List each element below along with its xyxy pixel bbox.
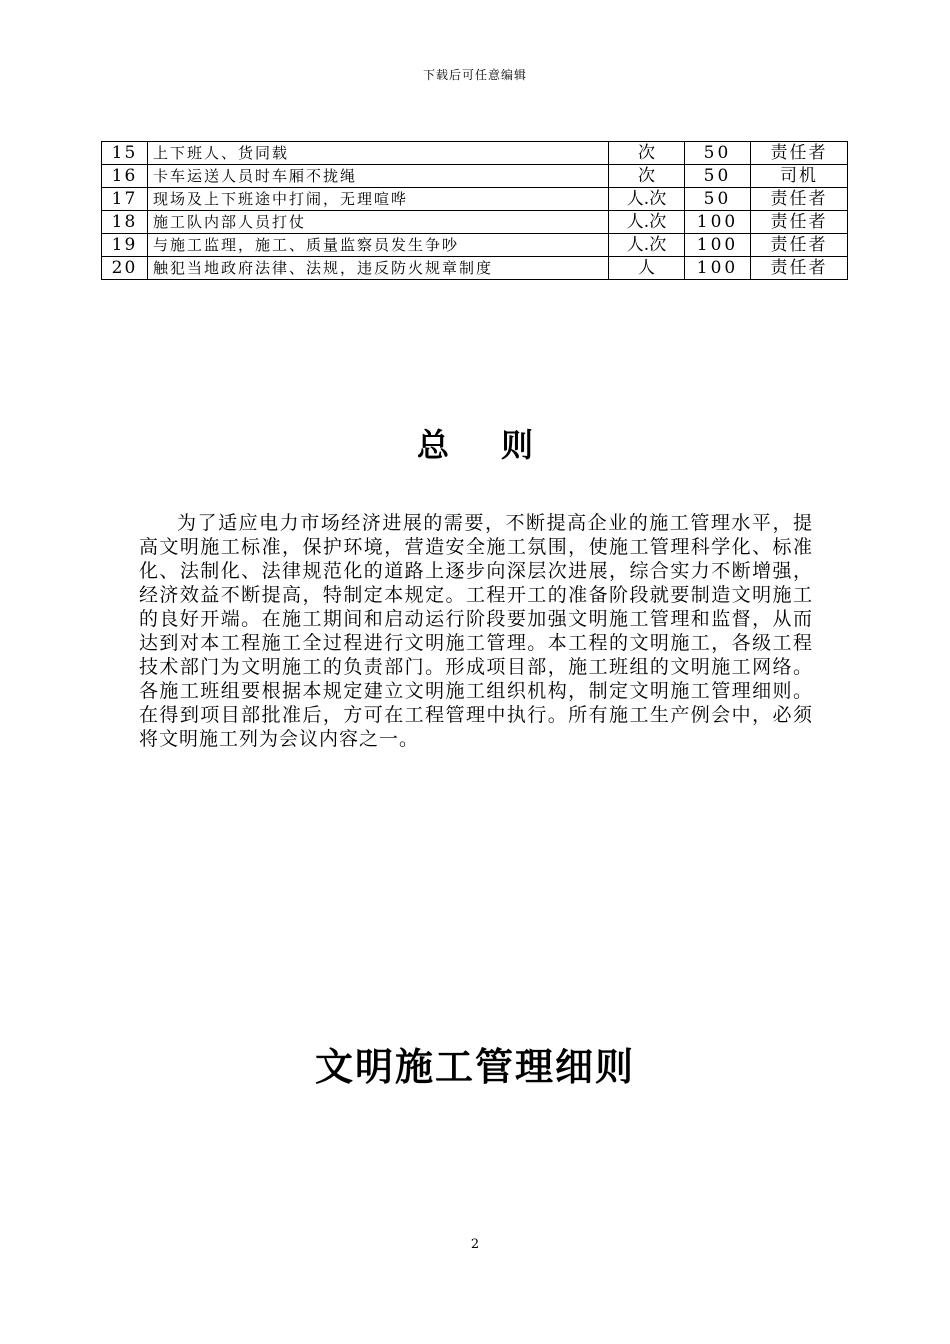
penalty-table — [101, 141, 848, 280]
row-number: 20 — [102, 257, 148, 280]
responsible-party: 责任者 — [751, 188, 848, 211]
table-row — [102, 165, 848, 188]
general-title — [0, 420, 950, 466]
violation-item: 与施工监理，施工、质量监察员发生争吵 — [148, 234, 609, 257]
violation-item: 现场及上下班途中打闹，无理喧哗 — [148, 188, 609, 211]
penalty-unit: 次 — [609, 165, 685, 188]
responsible-party: 责任者 — [751, 211, 848, 234]
table-row — [102, 257, 848, 280]
violation-item: 卡车运送人员时车厢不拢绳 — [148, 165, 609, 188]
table-row — [102, 234, 848, 257]
penalty-amount: 100 — [685, 257, 751, 280]
violation-item: 施工队内部人员打仗 — [148, 211, 609, 234]
penalty-amount: 50 — [685, 142, 751, 165]
violation-item: 触犯当地政府法律、法规，违反防火规章制度 — [148, 257, 609, 280]
table-row — [102, 142, 848, 165]
penalty-unit: 人.次 — [609, 188, 685, 211]
responsible-party: 司机 — [751, 165, 848, 188]
responsible-party: 责任者 — [751, 234, 848, 257]
penalty-amount: 50 — [685, 165, 751, 188]
detail-title: 文明施工管理细则 — [314, 1044, 635, 1089]
page-number: 2 — [470, 1237, 480, 1252]
penalty-unit: 次 — [609, 142, 685, 165]
violation-item: 上下班人、货同载 — [148, 142, 609, 165]
penalty-unit: 人 — [609, 257, 685, 280]
row-number: 15 — [102, 142, 148, 165]
general-paragraph: 为了适应电力市场经济进展的需要，不断提高企业的施工管理水平，提高文明施工标准，保护环境，营造安全施工氛围，使施工管理科学化、标准化、法制化、法律规范化的道路上逐步向深层次进展，综合实力不断增强，经济效益不断提高，特制定本规定。工程开工的准备阶段就要制造文明施工的良好开端。在施工期间和启动运行阶段要加强文明施工管理和监督，从而达到对本工程施工全过程进行文明施工管理。本工程的文明施工，各级工程技术部门为文明施工的负责部门。形成项目部，施工班组的文明施工网络。各施工班组要根据本规定建立文明施工组织机构，制定文明施工管理细则。在得到项目部批准后，方可在工程管理中执行。所有施工生产例会中，必须将文明施工列为会议内容之一。 — [139, 512, 813, 750]
general-title-char-2: 则 — [501, 426, 534, 464]
responsible-party: 责任者 — [751, 142, 848, 165]
penalty-unit: 人.次 — [609, 211, 685, 234]
penalty-table-body — [102, 142, 848, 280]
header-note: 下载后可任意编辑 — [422, 68, 527, 82]
row-number: 19 — [102, 234, 148, 257]
row-number: 17 — [102, 188, 148, 211]
penalty-amount: 100 — [685, 211, 751, 234]
row-number: 16 — [102, 165, 148, 188]
general-body — [139, 511, 813, 751]
general-title-char-1: 总 — [416, 426, 449, 464]
penalty-amount: 50 — [685, 188, 751, 211]
penalty-amount: 100 — [685, 234, 751, 257]
table-row — [102, 211, 848, 234]
row-number: 18 — [102, 211, 148, 234]
table-row — [102, 188, 848, 211]
responsible-party: 责任者 — [751, 257, 848, 280]
penalty-unit: 人.次 — [609, 234, 685, 257]
